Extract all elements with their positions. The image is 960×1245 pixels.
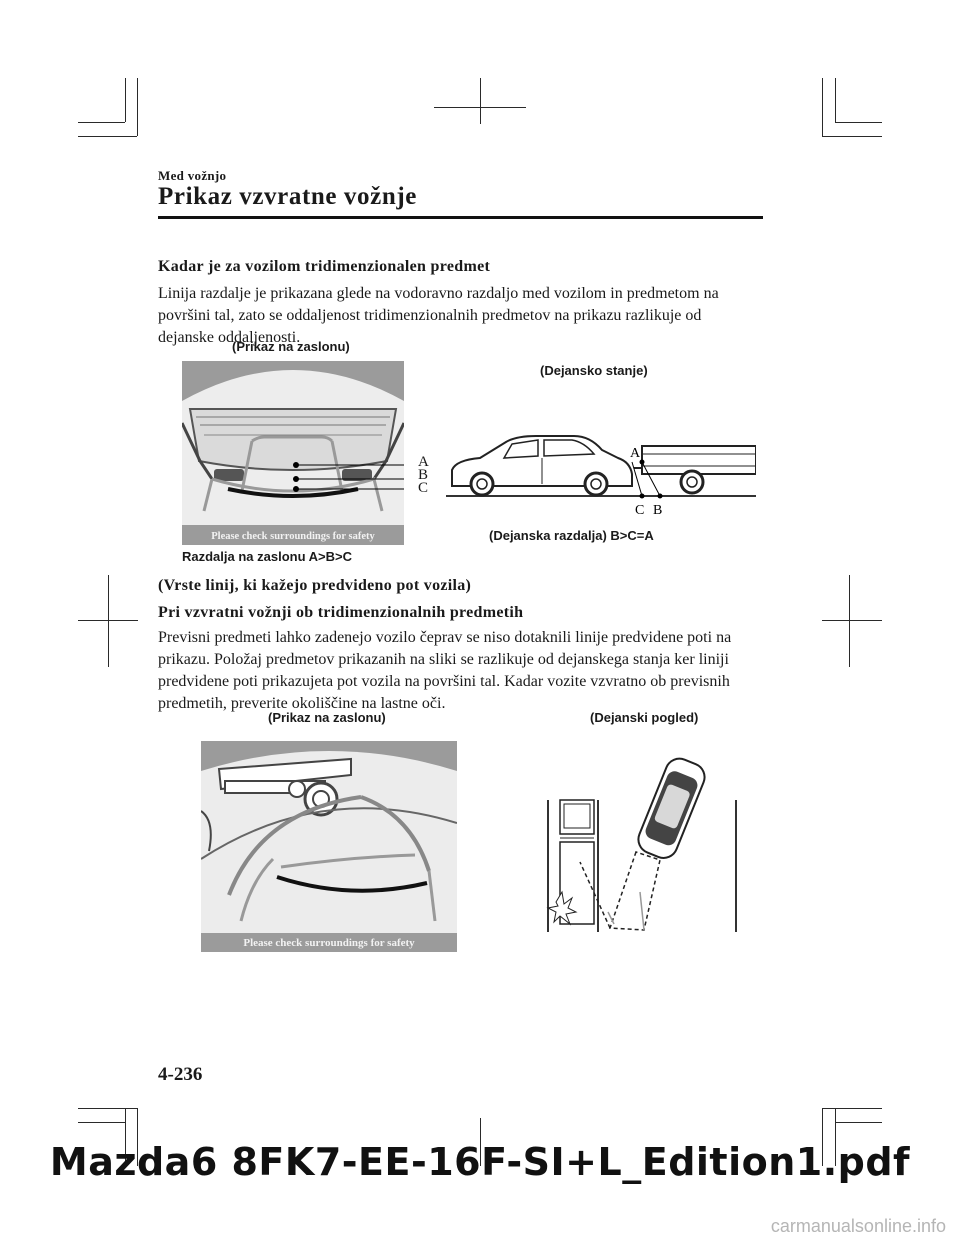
heading-line-types: (Vrste linij, ki kažejo predvideno pot vozila)	[158, 577, 472, 594]
site-watermark: carmanualsonline.info	[770, 1216, 946, 1236]
paragraph-overhang	[158, 627, 758, 715]
heading-overhang: Pri vzvratni vožnji ob tridimenzionalnih predmetih	[158, 604, 524, 621]
distance-marks-screen	[418, 456, 429, 495]
page-number: 4-236	[158, 1064, 203, 1085]
paragraph-line: dejanske oddaljenosti.	[158, 329, 301, 346]
mark-a: A	[418, 454, 429, 470]
mark-b: B	[418, 467, 429, 483]
mark-c: C	[418, 480, 429, 496]
paragraph-line: Previsni predmeti lahko zadenejo vozilo čeprav se niso dotaknili linije predvidene poti na	[158, 629, 732, 646]
rear-camera-screen-1	[182, 361, 404, 545]
figure1-actual-caption: (Dejanska razdalja) B>C=A	[489, 528, 654, 543]
mark-c-actual: C	[635, 503, 645, 516]
figure2-actual-label: (Dejanski pogled)	[590, 710, 699, 725]
actual-situation-drawing	[446, 426, 756, 516]
safety-warning: Please check surroundings for safety	[243, 937, 415, 949]
heading-3d-object: Kadar je za vozilom tridimenzionalen predmet	[158, 258, 491, 275]
figure2-screen-label: (Prikaz na zaslonu)	[268, 710, 386, 725]
figure1-screen-label: (Prikaz na zaslonu)	[232, 339, 350, 354]
figure1-screen-caption: Razdalja na zaslonu A>B>C	[182, 549, 353, 564]
document-name: Mazda6 8FK7-EE-16F-SI+L_Edition1.pdf	[49, 1140, 911, 1184]
parking-overhead-view	[540, 752, 740, 932]
page-title: Prikaz vzvratne vožnje	[158, 183, 417, 210]
paragraph-line: Linija razdalje je prikazana glede na vodoravno razdaljo med vozilom in predmetom na	[158, 285, 719, 302]
section-label: Med vožnjo	[158, 168, 227, 183]
safety-warning: Please check surroundings for safety	[211, 531, 375, 542]
mark-a-actual: A	[630, 446, 641, 461]
figure1-actual-label: (Dejansko stanje)	[540, 363, 648, 378]
paragraph-line: površini tal, zato se oddaljenost tridimenzionalnih predmetov na prikazu razlikuje od	[158, 307, 702, 324]
title-rule	[158, 216, 763, 219]
paragraph-line: predmetih, preverite okoliščine na lastne oči.	[158, 695, 446, 712]
mark-b-actual: B	[653, 503, 663, 516]
paragraph-line: predvidene poti prikazujeta pot vozila na površini tal. Kadar vozite vzvratno ob previsnih	[158, 673, 730, 690]
rear-camera-screen-2	[201, 741, 457, 952]
paragraph-line: prikazu. Položaj predmetov prikazanih na sliki se razlikuje od dejanskega stanja ker liniji	[158, 651, 729, 668]
